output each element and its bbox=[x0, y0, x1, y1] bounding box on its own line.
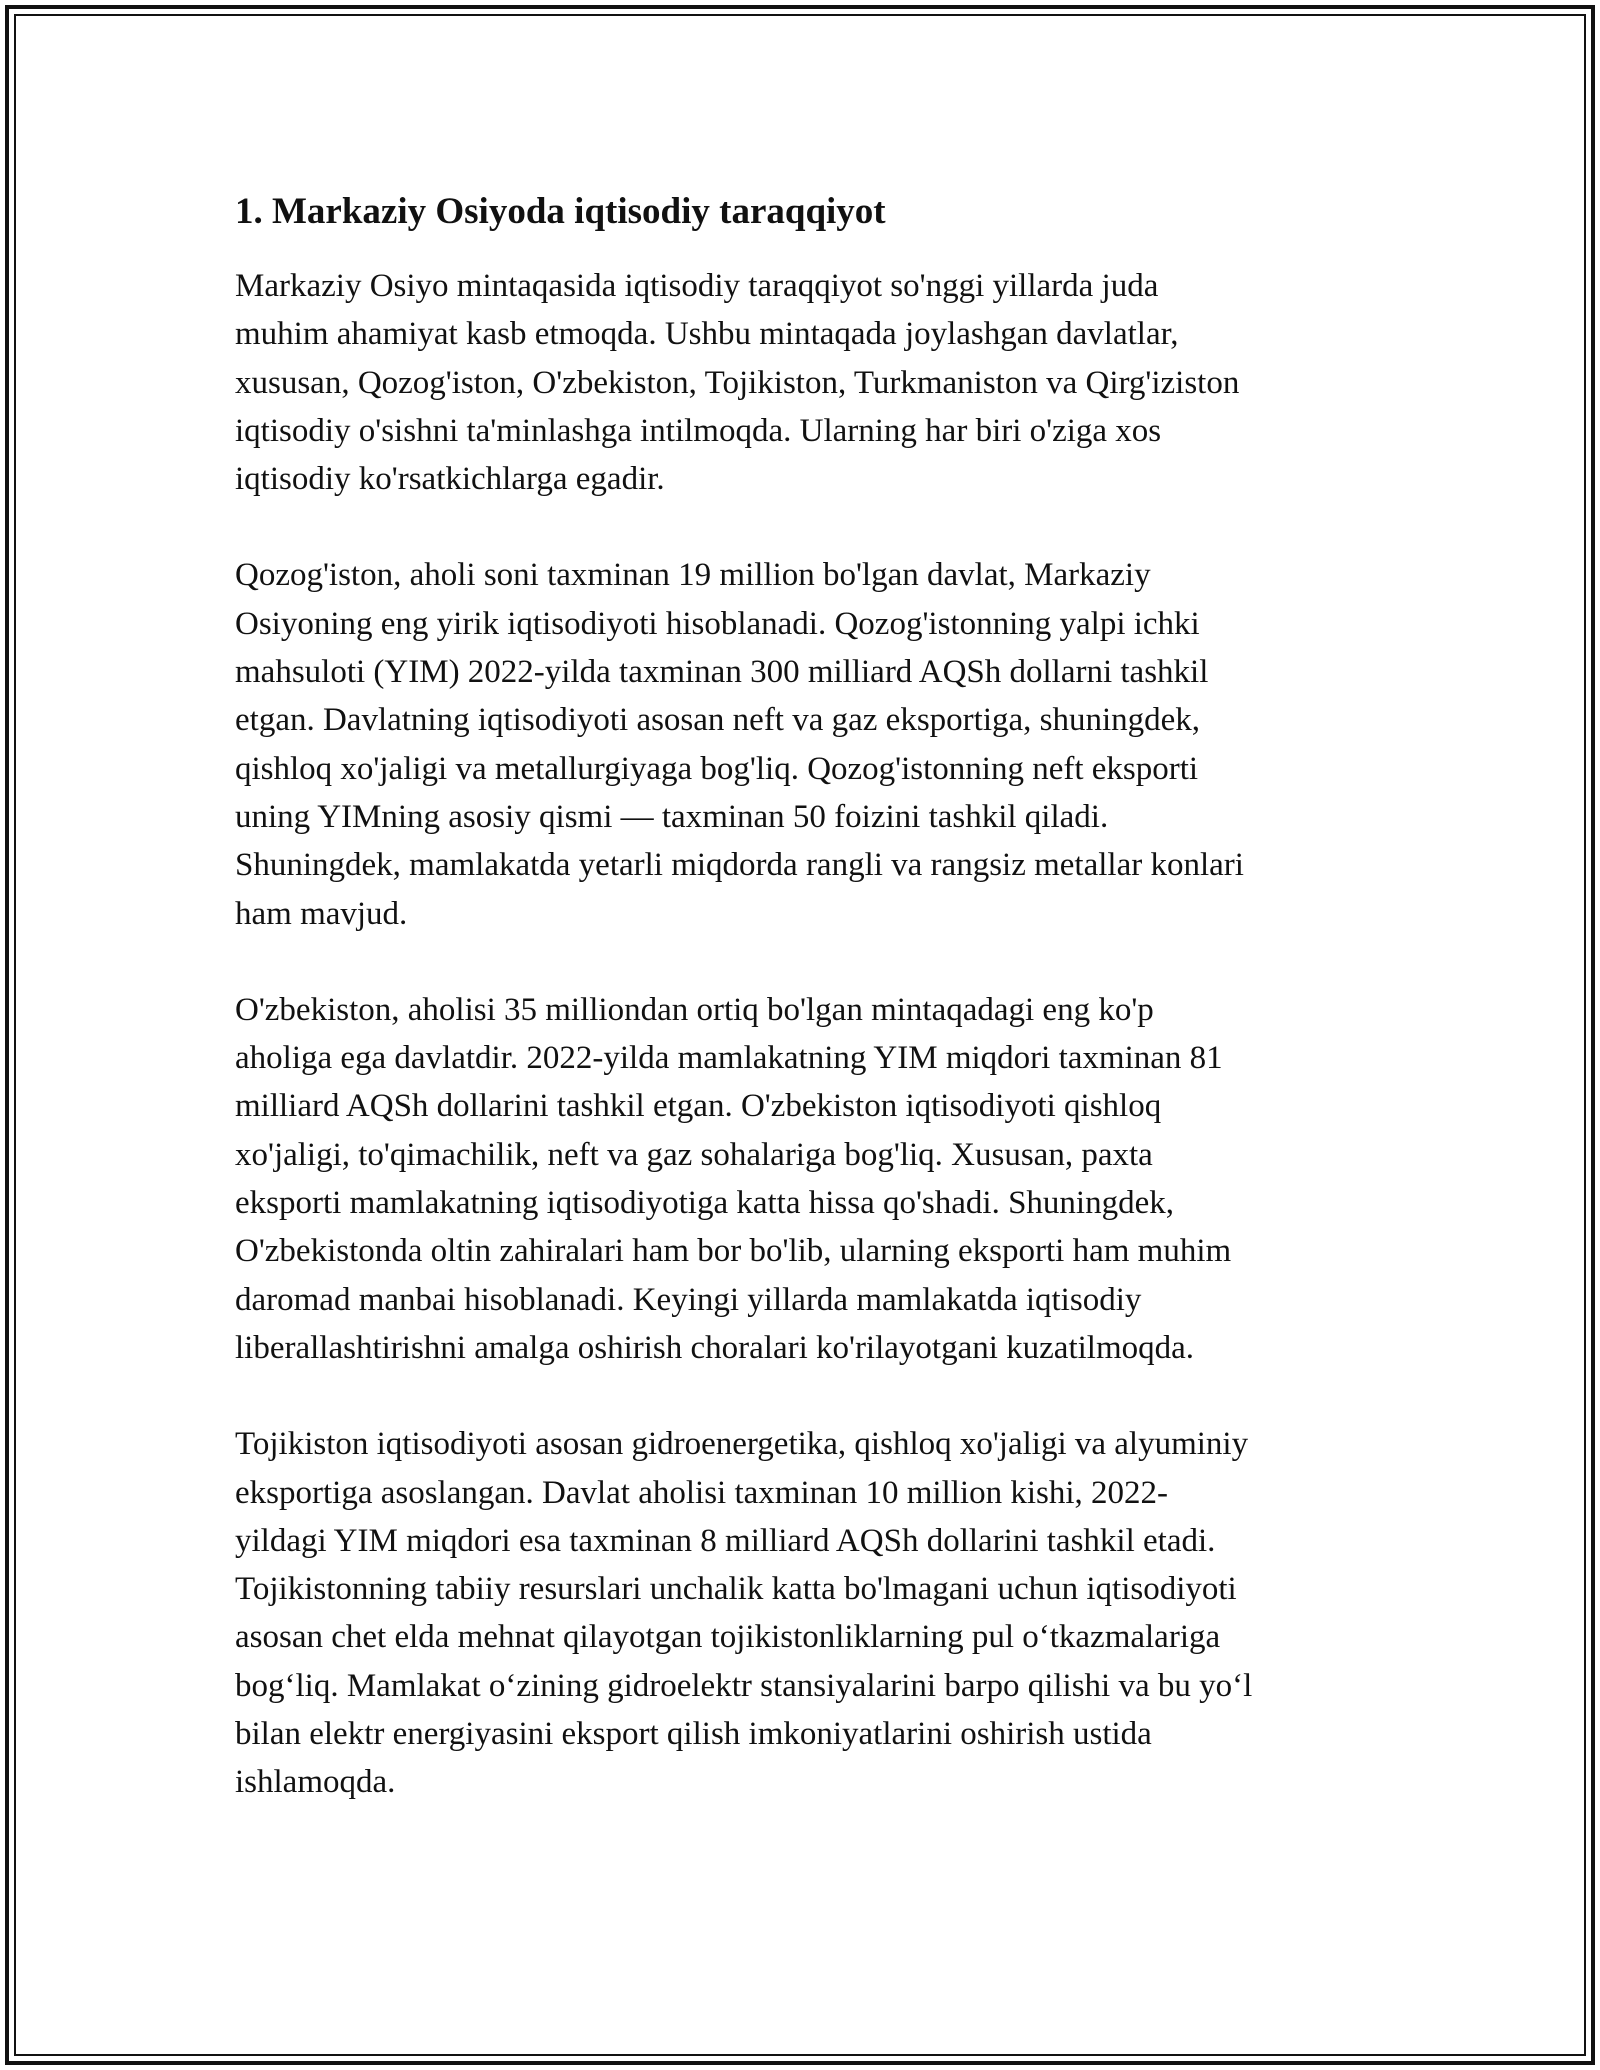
document-body bbox=[235, 188, 1375, 1855]
section-heading: 1. Markaziy Osiyoda iqtisodiy taraqqiyot bbox=[235, 191, 886, 232]
paragraph-uzbekistan: O'zbekiston, aholisi 35 milliondan ortiq bo'lgan mintaqadagi eng ko'p aholiga ega davlatdir. 2022-yilda mamlakatning YIM miqdori taxminan 81 milliard AQSh dollarini tashkil etgan. O'zbekiston iqtisodiyoti qishloq xo'jaligi, to'qimachilik, neft va gaz sohalariga bog'liq. Xususan, paxta eksporti mamlakatning iqtisodiyotiga katta hissa qo'shadi. Shuningdek, O'zbekistonda oltin zahiralari ham bor bo'lib, ularning eksporti ham muhim daromad manbai hisoblanadi. Keyingi yillarda mamlakatda iqtisodiy liberallashtirishni amalga oshirish choralari ko'rilayotgani kuzatilmoqda. bbox=[235, 991, 1232, 1366]
paragraph-kazakhstan: Qozog'iston, aholi soni taxminan 19 million bo'lgan davlat, Markaziy Osiyoning eng yirik iqtisodiyoti hisoblanadi. Qozog'istonning yalpi ichki mahsuloti (YIM) 2022-yilda taxminan 300 milliard AQSh dollarni tashkil etgan. Davlatning iqtisodiyoti asosan neft va gaz eksportiga, shuningdek, qishloq xo'jaligi va metallurgiyaga bog'liq. Qozog'istonning neft eksporti uning YIMning asosiy qismi — taxminan 50 foizini tashkil qiladi. Shuningdek, mamlakatda yetarli miqdorda rangli va rangsiz metallar konlari ham mavjud. bbox=[235, 557, 1244, 932]
paragraph-intro: Markaziy Osiyo mintaqasida iqtisodiy taraqqiyot so'nggi yillarda juda muhim ahamiyat kasb etmoqda. Ushbu mintaqada joylashgan davlatlar, xususan, Qozog'iston, O'zbekiston, Tojikiston, Turkmaniston va Qirg'iziston iqtisodiy o'sishni ta'minlashga intilmoqda. Ularning har biri o'ziga xos iqtisodiy ko'rsatkichlarga egadir. bbox=[235, 268, 1240, 498]
paragraph-tajikistan: Tojikiston iqtisodiyoti asosan gidroenergetika, qishloq xo'jaligi va alyuminiy eksportiga asoslangan. Davlat aholisi taxminan 10 million kishi, 2022- yildagi YIM miqdori esa taxminan 8 milliard AQSh dollarini tashkil etadi. Tojikistonning tabiiy resurslari unchalik katta bo'lmagani uchun iqtisodiyoti asosan chet elda mehnat qilayotgan tojikistonliklarning pul o‘tkazmalariga bog‘liq. Mamlakat o‘zining gidroelektr stansiyalarini barpo qilishi va bu yo‘l bilan elektr energiyasini eksport qilish imkoniyatlarini oshirish ustida ishlamoqda. bbox=[235, 1426, 1253, 1801]
